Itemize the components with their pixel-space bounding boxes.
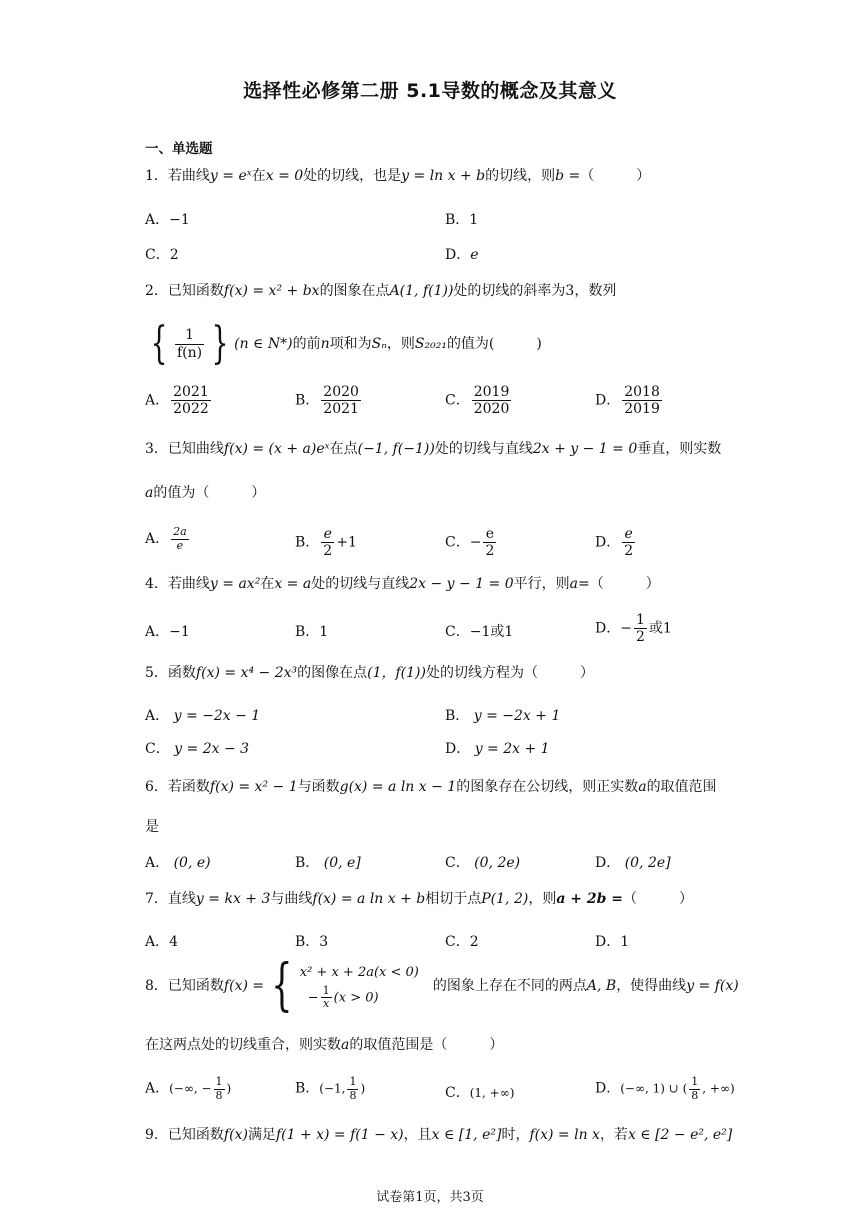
option-d[interactable] — [595, 384, 664, 417]
numerator: 2a — [173, 525, 187, 538]
option-value: 3 — [319, 934, 329, 950]
numerator: 2019 — [473, 384, 510, 400]
question-text: ，则 — [386, 336, 415, 352]
piecewise-function — [300, 961, 419, 1011]
option-value: (0, 2e) — [474, 855, 521, 871]
question-3-line-2 — [145, 484, 265, 502]
equation: n — [320, 336, 330, 352]
option-value: (−∞, 1) ∪ ( — [620, 1081, 688, 1096]
option-value: − — [469, 534, 482, 551]
equation: a — [638, 779, 647, 795]
option-c[interactable] — [445, 384, 513, 417]
fraction — [689, 1076, 700, 1102]
fraction — [171, 526, 189, 552]
answer-blank: =（ ） — [577, 576, 660, 592]
equation: x ∈ [2 − e², e²] — [627, 1127, 733, 1143]
option-c[interactable] — [145, 738, 249, 758]
option-label: C． — [145, 247, 170, 263]
option-d[interactable] — [595, 1076, 735, 1102]
option-value: 1 — [469, 212, 479, 228]
answer-blank: 的取值范围是（ ） — [349, 1037, 504, 1053]
denominator: 8 — [349, 1088, 357, 1102]
numerator: 2020 — [323, 384, 359, 400]
question-2 — [145, 282, 616, 300]
denominator: 2020 — [473, 401, 510, 418]
question-text: 的图象在点 — [319, 283, 390, 299]
question-text: ，则 — [528, 891, 557, 907]
question-text: 已知函数 — [167, 977, 224, 994]
option-label: A． — [145, 708, 170, 724]
question-number: 6． — [145, 779, 168, 795]
option-label: D． — [595, 392, 621, 409]
question-6 — [145, 778, 717, 796]
option-d[interactable] — [595, 931, 629, 951]
equation: f(x) = — [223, 977, 265, 994]
question-number: 2． — [145, 283, 168, 299]
equation: P(1, 2) — [481, 891, 529, 907]
option-value: (0, e) — [173, 855, 211, 871]
option-value: (1, +∞) — [469, 1086, 515, 1100]
equation: a — [569, 576, 578, 592]
option-label: C． — [445, 534, 470, 551]
question-2-line-2 — [145, 318, 542, 369]
option-label: A． — [145, 855, 170, 871]
option-value: y = −2x + 1 — [473, 708, 561, 724]
denominator: 2022 — [173, 401, 209, 418]
denominator: 8 — [691, 1088, 699, 1102]
option-value: − — [620, 620, 632, 637]
question-4 — [145, 575, 660, 593]
question-text: 在 — [260, 576, 275, 592]
option-label: A． — [145, 1080, 170, 1097]
numerator: 2021 — [173, 384, 209, 400]
question-number: 3． — [145, 441, 168, 457]
equation: g(x) = a ln x − 1 — [339, 779, 457, 795]
fraction — [175, 327, 204, 360]
option-value: −1 — [169, 212, 190, 228]
equation: (−1, f(−1)) — [357, 441, 435, 457]
option-label: A． — [145, 531, 170, 548]
question-7 — [145, 890, 693, 908]
piece-2-condition: (x > 0) — [333, 990, 379, 1006]
option-value: 或1 — [648, 620, 672, 637]
page-title: 选择性必修第二册 5.1导数的概念及其意义 — [243, 80, 617, 102]
question-text: 若曲线 — [167, 576, 210, 592]
option-label: A． — [145, 934, 170, 950]
option-b[interactable] — [295, 384, 363, 417]
option-b[interactable] — [295, 852, 361, 872]
equation: f(x) = x² + bx — [223, 283, 320, 299]
numerator: e — [622, 526, 635, 543]
option-label: C． — [445, 392, 470, 409]
question-text: 的取值范围 — [646, 779, 717, 795]
denominator: e — [176, 538, 184, 552]
denominator: 2 — [635, 629, 645, 646]
option-a[interactable] — [145, 1076, 231, 1102]
question-number: 7． — [145, 891, 168, 907]
fraction — [622, 384, 662, 417]
equation: x ∈ [1, e²] — [431, 1127, 502, 1143]
option-label: A． — [145, 392, 170, 409]
numerator: e — [321, 526, 334, 543]
denominator: 8 — [215, 1088, 223, 1102]
option-label: C． — [445, 855, 470, 871]
brace-right: } — [211, 318, 229, 369]
question-9 — [145, 1126, 732, 1144]
equation: x = 0 — [265, 168, 304, 184]
equation: a — [145, 485, 154, 501]
equation: f(x) = a ln x + b — [312, 891, 426, 907]
question-text: 满足 — [247, 1127, 276, 1143]
fraction — [347, 1076, 358, 1102]
option-value: −1或1 — [469, 624, 514, 640]
equation: S₂₀₂₁ — [414, 336, 447, 352]
section-heading: 一、单选题 — [145, 141, 213, 157]
denominator: 2 — [485, 543, 495, 560]
question-text: 处的切线与直线 — [434, 441, 533, 457]
question-text: 平行，则 — [513, 576, 570, 592]
question-text: 若曲线 — [167, 168, 210, 184]
question-number: 9． — [145, 1127, 168, 1143]
fraction — [214, 1076, 225, 1102]
question-text: 是 — [145, 819, 159, 835]
equation: y = ax² — [209, 576, 261, 592]
equation: Sₙ — [371, 336, 387, 352]
option-value: e — [470, 247, 479, 263]
question-text: 函数 — [167, 665, 196, 681]
option-value: y = 2x + 1 — [474, 741, 550, 757]
option-d[interactable] — [595, 612, 672, 645]
fraction — [622, 526, 635, 559]
equation: f(x) — [223, 1127, 248, 1143]
equation: f(x) = ln x — [529, 1127, 600, 1143]
option-value: y = −2x − 1 — [173, 708, 261, 724]
fraction — [321, 384, 361, 417]
option-label: A． — [145, 212, 170, 228]
question-text: 已知函数 — [167, 283, 224, 299]
piece-1: x² + x + 2a(x < 0) — [299, 965, 419, 981]
question-1 — [145, 167, 650, 185]
denominator: x — [323, 997, 330, 1011]
question-text: 在点 — [329, 441, 358, 457]
equation: a + 2b = — [556, 891, 624, 907]
question-text: 的图像在点 — [297, 665, 368, 681]
option-d[interactable] — [595, 852, 671, 872]
option-c[interactable] — [445, 526, 498, 559]
option-label: B． — [295, 534, 320, 551]
question-text: 的图象上存在不同的两点 — [432, 977, 587, 994]
equation: f(x) = x⁴ − 2x³ — [195, 665, 298, 681]
answer-blank: （ ） — [580, 168, 651, 184]
option-a[interactable] — [145, 209, 190, 229]
question-5 — [145, 664, 594, 682]
option-d[interactable] — [445, 738, 550, 758]
option-value: y = 2x − 3 — [174, 741, 250, 757]
equation: A, B — [586, 977, 617, 994]
question-text: ，且 — [403, 1127, 432, 1143]
option-value: (−∞, − — [169, 1081, 212, 1096]
option-b[interactable] — [295, 526, 357, 559]
answer-blank: （ ） — [623, 891, 694, 907]
question-3 — [145, 440, 721, 458]
option-label: D． — [595, 934, 621, 950]
equation: a — [341, 1037, 350, 1053]
option-label: C． — [445, 934, 470, 950]
option-label: D． — [595, 855, 621, 871]
option-c[interactable] — [445, 931, 479, 951]
brace-left: { — [271, 953, 293, 1018]
question-text: 的前 — [292, 336, 321, 352]
piece-2 — [300, 985, 419, 1011]
option-label: B． — [295, 624, 320, 640]
question-text: 时， — [501, 1127, 530, 1143]
equation: x = a — [274, 576, 312, 592]
answer-blank: 处的切线方程为（ ） — [425, 665, 594, 681]
option-value: +1 — [336, 534, 357, 551]
numerator: 1 — [175, 327, 204, 344]
question-text: 在 — [251, 168, 266, 184]
question-text: 的图象存在公切线，则正实数 — [456, 779, 639, 795]
question-text: 处的切线，也是 — [303, 168, 402, 184]
option-label: A． — [145, 624, 170, 640]
numerator: 1 — [215, 1075, 223, 1088]
option-b[interactable] — [295, 931, 328, 951]
fraction — [171, 384, 211, 417]
option-c[interactable] — [145, 244, 179, 264]
denominator: 2021 — [323, 401, 359, 418]
option-value: (0, 2e] — [624, 855, 671, 871]
answer-blank: 的值为( ) — [446, 336, 542, 352]
answer-blank: 的值为（ ） — [153, 485, 266, 501]
option-value: , +∞) — [702, 1081, 735, 1096]
option-value: −1 — [169, 624, 190, 640]
equation: A(1, f(1)) — [389, 283, 454, 299]
question-8-line-2 — [145, 1036, 503, 1054]
option-value: 2 — [469, 934, 479, 950]
option-c[interactable] — [445, 621, 513, 641]
question-text: 处的切线与直线 — [311, 576, 410, 592]
option-c[interactable] — [445, 852, 520, 872]
question-text: 相切于点 — [425, 891, 482, 907]
page-footer: 试卷第1页，共3页 — [376, 1190, 484, 1205]
option-a[interactable] — [145, 705, 260, 725]
option-label: D． — [595, 1080, 621, 1097]
option-label: C． — [445, 624, 470, 640]
denominator: f(n) — [177, 344, 203, 361]
option-value: 1 — [319, 624, 329, 640]
question-text: 与曲线 — [270, 891, 313, 907]
question-number: 4． — [145, 576, 168, 592]
option-label: D． — [445, 741, 471, 757]
option-b[interactable] — [445, 209, 478, 229]
question-text: 与函数 — [297, 779, 340, 795]
question-6-line-2 — [145, 818, 159, 836]
equation: y = f(x) — [686, 977, 739, 994]
option-value: (0, e] — [323, 855, 361, 871]
question-text: 处的切线的斜率为3，数列 — [453, 283, 617, 299]
option-a[interactable] — [145, 931, 178, 951]
fraction — [483, 526, 496, 559]
question-text: 直线 — [167, 891, 196, 907]
equation: y = eˣ — [209, 168, 252, 184]
option-label: B． — [295, 1080, 320, 1097]
option-label: B． — [295, 392, 320, 409]
question-text: 已知曲线 — [167, 441, 224, 457]
option-value: 4 — [169, 934, 179, 950]
option-label: C． — [145, 741, 170, 757]
option-b[interactable] — [445, 705, 560, 725]
equation: 2x + y − 1 = 0 — [532, 441, 638, 457]
option-label: D． — [445, 247, 471, 263]
option-label: D． — [595, 534, 621, 551]
question-text: ，使得曲线 — [616, 977, 687, 994]
option-a[interactable] — [145, 852, 211, 872]
numerator: 1 — [635, 612, 645, 628]
equation: f(x) = x² − 1 — [209, 779, 298, 795]
option-c[interactable] — [445, 1082, 514, 1102]
denominator: 2 — [624, 543, 634, 560]
option-d[interactable] — [595, 526, 637, 559]
piece-2-sign: − — [307, 990, 319, 1006]
option-d[interactable] — [445, 244, 479, 264]
option-label: C． — [445, 1085, 470, 1101]
option-b[interactable] — [295, 1076, 365, 1102]
fraction — [472, 384, 512, 417]
option-label: B． — [295, 934, 320, 950]
numerator: 1 — [322, 983, 330, 997]
numerator: 1 — [349, 1075, 357, 1088]
question-text: 垂直，则实数 — [637, 441, 722, 457]
option-value: ) — [226, 1081, 232, 1096]
fraction — [321, 526, 334, 559]
option-label: B． — [445, 708, 470, 724]
equation: y = ln x + b — [401, 168, 486, 184]
numerator: 1 — [691, 1075, 699, 1088]
equation: f(x) = (x + a)eˣ — [223, 441, 330, 457]
question-text: 已知函数 — [167, 1127, 224, 1143]
option-value: 1 — [620, 934, 630, 950]
option-value: ) — [360, 1081, 366, 1096]
option-value: 2 — [169, 247, 179, 263]
brace-left: { — [150, 318, 168, 369]
numerator: 2018 — [624, 384, 660, 400]
fraction — [634, 612, 647, 645]
option-a[interactable] — [145, 526, 191, 552]
fraction — [321, 985, 332, 1011]
question-text: 在这两点处的切线重合，则实数 — [145, 1037, 341, 1053]
question-text: ，若 — [599, 1127, 628, 1143]
question-text: 若函数 — [167, 779, 210, 795]
equation: y = kx + 3 — [195, 891, 271, 907]
equation: f(1 + x) = f(1 − x) — [275, 1127, 404, 1143]
numerator: e — [483, 526, 496, 543]
equation: (1，f(1)) — [367, 665, 426, 681]
option-b[interactable] — [295, 621, 328, 641]
question-number: 8． — [145, 977, 168, 994]
option-label: B． — [295, 855, 320, 871]
equation: 2x − y − 1 = 0 — [409, 576, 514, 592]
option-a[interactable] — [145, 621, 190, 641]
option-label: B． — [445, 212, 470, 228]
equation: b = — [555, 168, 581, 184]
question-number: 1． — [145, 168, 168, 184]
option-label: D． — [595, 620, 621, 637]
equation: (n ∈ N*) — [234, 336, 293, 352]
question-8 — [145, 953, 739, 1018]
question-text: 项和为 — [329, 336, 372, 352]
denominator: 2 — [323, 543, 333, 560]
option-a[interactable] — [145, 384, 213, 417]
option-value: (−1, — [319, 1081, 346, 1096]
question-number: 5． — [145, 665, 168, 681]
denominator: 2019 — [624, 401, 660, 418]
question-text: 的切线，则 — [485, 168, 556, 184]
